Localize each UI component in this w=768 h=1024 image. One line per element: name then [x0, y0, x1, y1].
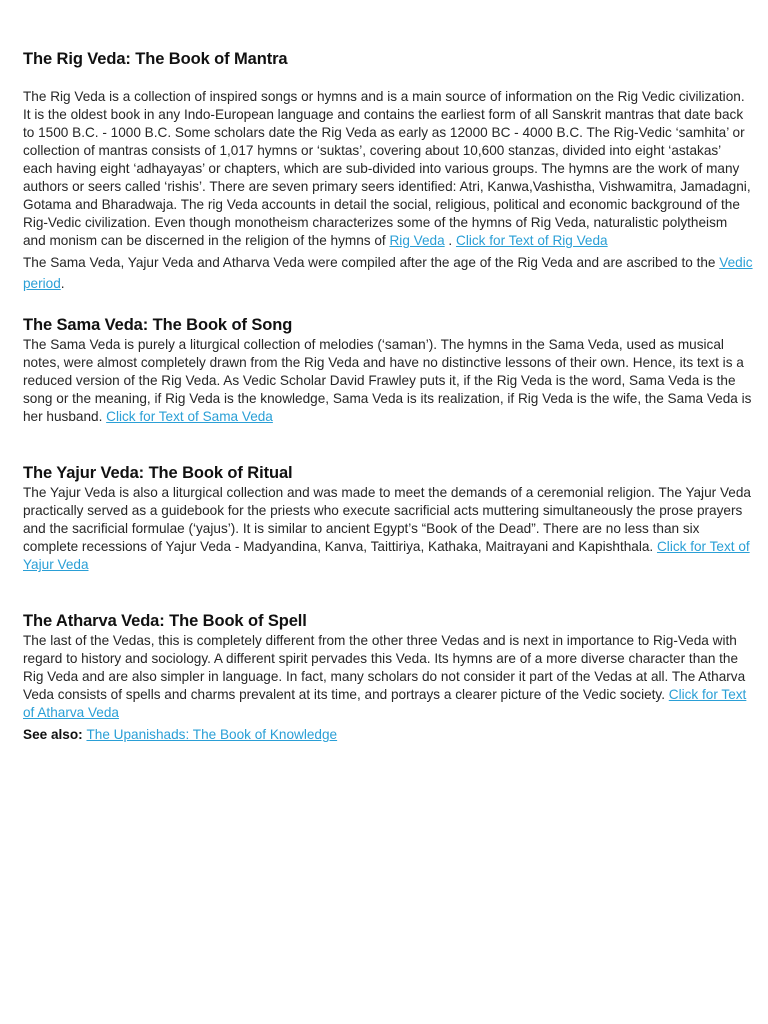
atharva-veda-heading: The Atharva Veda: The Book of Spell — [23, 612, 307, 630]
document-page — [23, 48, 753, 744]
yajur-veda-text-link[interactable]: Click for Text of Yajur Veda — [23, 539, 750, 572]
yajur-veda-body-text: The Yajur Veda is also a liturgical collection and was made to meet the demands of a ceremonial religion. The Yajur Veda practically served as a guidebook for the priests who execute sacrificial acts muttering simultaneously the prose prayers and the sacrificial formulae (‘yajus’). It is similar to ancient Egypt’s “Book of the Dead”. There are no less than six complete recessions of Yajur Veda - Madyandina, Kanva, Taittiriya, Kathaka, Maitrayani and Kapishthala. — [23, 485, 751, 554]
atharva-veda-text-link[interactable]: Click for Text of Atharva Veda — [23, 687, 747, 720]
atharva-veda-body-text: The last of the Vedas, this is completely different from the other three Vedas and is next in importance to Rig-Veda with regard to history and sociology. A different spirit pervades this Veda. Its hymns are of a more diverse character than the Rig Veda and are also simpler in language. In fact, many scholars do not consider it part of the Vedas at all. The Atharva Veda consists of spells and charms prevalent at its time, and portrays a clearer picture of the Vedic society. — [23, 633, 746, 702]
rig-veda-heading: The Rig Veda: The Book of Mantra — [23, 50, 288, 68]
vedic-period-link[interactable]: Vedic period — [23, 255, 753, 291]
rig-veda-paragraph — [23, 88, 753, 250]
vedas-compilation-paragraph — [23, 252, 753, 294]
see-also-line — [23, 726, 753, 744]
sama-veda-text-link[interactable]: Click for Text of Sama Veda — [106, 409, 273, 424]
yajur-veda-paragraph — [23, 484, 753, 574]
sama-veda-body-text: The Sama Veda is purely a liturgical collection of melodies (‘saman’). The hymns in the Sama Veda, used as musical notes, were almost completely drawn from the Rig Veda and have no distinctive lessons of their own. Hence, its text is a reduced version of the Rig Veda. As Vedic Scholar David Frawley puts it, if the Rig Veda is the word, Sama Veda is the song or the meaning, if Rig Veda is the knowledge, Sama Veda is its realization, if Rig Veda is the wife, the Sama Veda is her husband. — [23, 337, 752, 424]
rig-veda-link[interactable]: Rig Veda — [389, 233, 445, 248]
vedas-compilation-text: The Sama Veda, Yajur Veda and Atharva Veda were compiled after the age of the Rig Veda and are ascribed to the — [23, 255, 720, 270]
rig-veda-text-link[interactable]: Click for Text of Rig Veda — [456, 233, 608, 248]
rig-veda-body-text: The Rig Veda is a collection of inspired songs or hymns and is a main source of information on the Rig Vedic civilization. It is the oldest book in any Indo-European language and contains the earliest form of all Sanskrit mantras that date back to 1500 B.C. - 1000 B.C. Some scholars date the Rig Veda as early as 12000 BC - 4000 B.C. The Rig-Vedic ‘samhita’ or collection of mantras consists of 1,017 hymns or ‘suktas’, covering about 10,600 stanzas, divided into eight ‘astakas’ each having eight ‘adhayayas’ or chapters, which are sub-divided into various groups. The hymns are the work of many authors or seers called ‘rishis’. There are seven primary seers identified: Atri, Kanwa,Vashistha, Vishwamitra, Jamadagni, Gotama and Bharadwaja. The rig Veda accounts in detail the social, religious, political and economic background of the Rig-Vedic civilization. Even though monotheism characterizes some of the hymns of Rig Veda, naturalistic polytheism and monism can be discerned in the religion of the hymns of — [23, 89, 751, 248]
atharva-veda-paragraph — [23, 632, 753, 722]
vedas-compilation-end: . — [60, 276, 65, 291]
rig-veda-link-separator: . — [444, 233, 456, 248]
sama-veda-heading: The Sama Veda: The Book of Song — [23, 316, 293, 334]
yajur-veda-heading: The Yajur Veda: The Book of Ritual — [23, 464, 293, 482]
see-also-label: See also: — [23, 727, 87, 742]
upanishads-link[interactable]: The Upanishads: The Book of Knowledge — [86, 727, 338, 742]
sama-veda-paragraph — [23, 336, 753, 426]
